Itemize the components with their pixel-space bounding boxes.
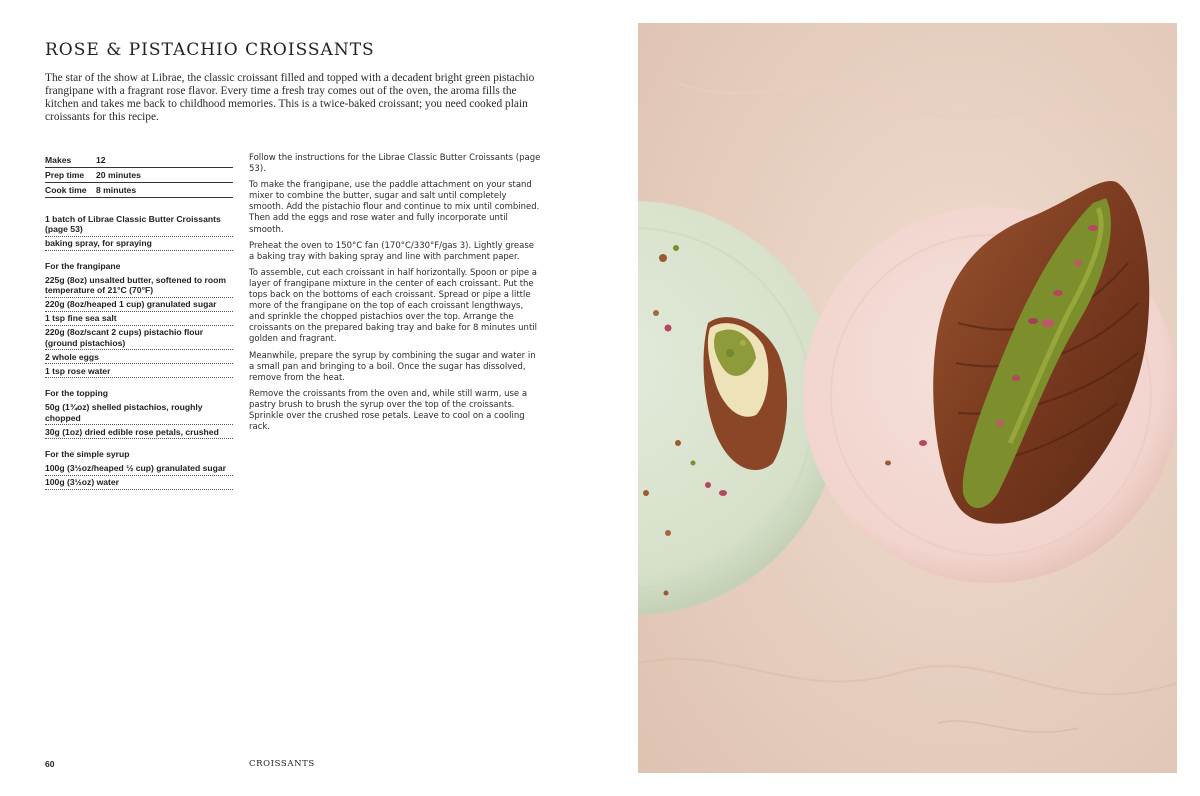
meta-value: 20 minutes bbox=[96, 170, 141, 180]
meta-row-makes bbox=[45, 153, 233, 168]
method-step: Follow the instructions for the Librae Classic Butter Croissants (page 53). bbox=[249, 153, 541, 175]
ingredient-item: 30g (1oz) dried edible rose petals, crushed bbox=[45, 425, 233, 439]
ingredient-item: 220g (8oz/heaped 1 cup) granulated sugar bbox=[45, 298, 233, 312]
recipe-title: ROSE & PISTACHIO CROISSANTS bbox=[45, 40, 375, 60]
ingredient-item: 100g (3½oz) water bbox=[45, 476, 233, 490]
ingredient-item: 1 tsp fine sea salt bbox=[45, 312, 233, 326]
syrup-heading: For the simple syrup bbox=[45, 449, 130, 459]
ingredient-list bbox=[45, 212, 233, 490]
ingredient-item: 225g (8oz) unsalted butter, softened to room temperature of 21°C (70°F) bbox=[45, 273, 233, 298]
meta-row-cook-time bbox=[45, 183, 233, 198]
meta-label: Makes bbox=[45, 155, 72, 165]
ingredient-item: baking spray, for spraying bbox=[45, 237, 233, 251]
method-steps bbox=[249, 153, 541, 438]
meta-value: 8 minutes bbox=[96, 185, 137, 195]
ingredient-item: 50g (1¾oz) shelled pistachios, roughly chopped bbox=[45, 401, 233, 426]
ingredient-item: 2 whole eggs bbox=[45, 350, 233, 364]
method-step: Meanwhile, prepare the syrup by combining the sugar and water in a small pan and bringing to a boil. Once the sugar has dissolved, remove from the heat. bbox=[249, 350, 536, 383]
frangipane-heading: For the frangipane bbox=[45, 260, 121, 271]
running-footer-section: CROISSANTS bbox=[249, 759, 315, 769]
ingredient-item: 1 tsp rose water bbox=[45, 364, 233, 378]
method-step: Remove the croissants from the oven and, while still warm, use a pastry brush to brush the syrup over the top of the croissants. Sprinkle over the crushed rose petals. Leave to cool on a cooling rack. bbox=[249, 388, 528, 433]
croissant-photo bbox=[638, 23, 1177, 773]
method-step: To assemble, cut each croissant in half horizontally. Spoon or pipe a layer of frangipane mixture in the center of each croissant. Put the tops back on the bottoms of each croissant. Spread or pipe a little more of the frangipane on the top of each croissant lengthways, and sprinkle the chopped pistachios over the top. Arrange the croissants on the prepared baking tray and bake for 8 minutes until golden and fragrant. bbox=[249, 267, 537, 345]
meta-value: 12 bbox=[96, 155, 106, 165]
meta-label: Prep time bbox=[45, 170, 85, 180]
recipe-meta-table bbox=[45, 153, 233, 198]
ingredient-item: 220g (8oz/scant 2 cups) pistachio flour (ground pistachios) bbox=[45, 326, 233, 351]
method-step: To make the frangipane, use the paddle attachment on your stand mixer to combine the butter, sugar and salt until completely smooth. Add the pistachio flour and continue to mix until combined. Then add the eggs and rose water and fully incorporate until smooth. bbox=[249, 180, 540, 235]
meta-label: Cook time bbox=[45, 185, 87, 195]
method-step: Preheat the oven to 150°C fan (170°C/330°F/gas 3). Lightly grease a baking tray with baking spray and line with parchment paper. bbox=[249, 240, 534, 262]
ingredient-item: 100g (3½oz/heaped ½ cup) granulated sugar bbox=[45, 462, 233, 476]
ingredient-item: 1 batch of Librae Classic Butter Croissants (page 53) bbox=[45, 212, 233, 237]
page-number: 60 bbox=[45, 759, 55, 769]
topping-heading: For the topping bbox=[45, 388, 109, 398]
recipe-intro: The star of the show at Librae, the classic croissant filled and topped with a decadent bright green pistachio frangipane with a fragrant rose flavor. Every time a fresh tray comes out of the oven, the aroma fills the kitchen and takes me back to childhood memories. This is a twice-baked croissant; you need cooked plain croissants for this recipe. bbox=[45, 72, 535, 123]
meta-row-prep-time bbox=[45, 168, 233, 183]
